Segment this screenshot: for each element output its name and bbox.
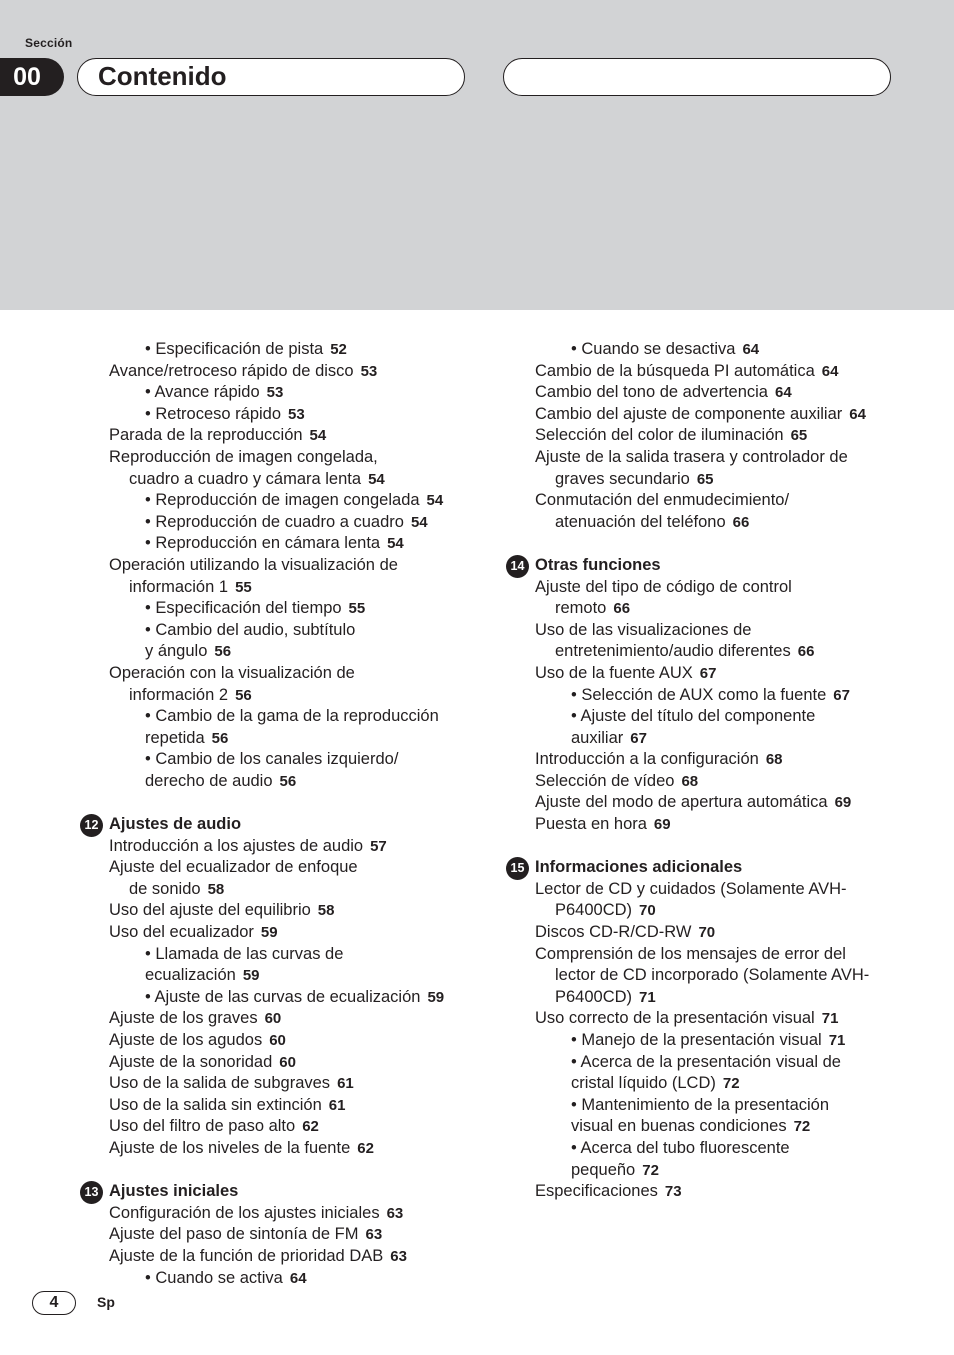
toc-entry-text: de sonido [129,879,201,898]
toc-entry-text: • Especificación de pista [145,340,324,358]
toc-entry[interactable] [506,900,926,922]
toc-entry[interactable] [80,1138,480,1160]
toc-entry-text: • Cambio de los canales izquierdo/ [145,750,399,769]
toc-entry-text: Parada de la reproducción [109,426,303,445]
toc-entry-text: lector de CD incorporado (Solamente AVH- [555,966,870,985]
section-number-badge: 15 [506,857,529,880]
toc-entry[interactable] [506,922,926,944]
toc-entry-text: Selección del color de iluminación [535,426,784,445]
toc-page-number: 60 [269,1032,286,1049]
toc-page-number: 71 [639,988,656,1006]
toc-entry[interactable] [80,663,480,685]
toc-entry-text: • Cuando se desactiva [571,340,736,358]
toc-entry-text: • Cambio de la gama de la reproducción [145,707,439,726]
toc-entry[interactable] [506,1181,926,1203]
toc-page-number: 57 [370,837,387,855]
toc-entry-text: Configuración de los ajustes iniciales [109,1203,380,1222]
toc-entry[interactable] [80,900,480,922]
toc-left-column [80,339,480,1289]
toc-entry-text: Ajuste de la sonoridad [109,1052,273,1071]
toc-entry-text: auxiliar [571,728,624,747]
toc-page-number: 59 [427,988,445,1006]
toc-entry-text: Uso del ajuste del equilibrio [109,901,311,920]
toc-page-number: 54 [309,427,327,445]
section-label: Sección [25,36,73,50]
toc-entry-text: cristal líquido (LCD) [571,1074,716,1093]
toc-entry-text: visual en buenas condiciones [571,1117,787,1136]
toc-entry-text: • Manejo de la presentación visual [571,1031,822,1049]
toc-entry-text: Ajuste de la salida trasera y controlador de [535,447,848,466]
section-number-badge: 12 [80,814,103,837]
toc-entry-text: • Especificación del tiempo [145,599,342,618]
toc-entry[interactable] [80,685,480,707]
toc-entry-text: Discos CD-R/CD-RW [535,923,692,942]
toc-entry-text: • Selección de AUX como la fuente [571,685,827,704]
toc-entry[interactable] [80,857,480,879]
toc-page-number: 71 [821,1010,839,1028]
toc-page-number: 53 [266,384,284,402]
spacer [506,533,926,555]
toc-entry[interactable] [506,404,926,426]
toc-entry-text: Ajuste de los graves [109,1009,258,1028]
toc-entry[interactable] [506,944,926,966]
toc-entry-text: Operación utilizando la visualización de [109,555,398,574]
toc-page-number: 64 [821,362,839,380]
toc-entry-text: Ajuste del ecualizador de enfoque [109,858,358,877]
toc-page-number: 63 [365,1226,383,1244]
toc-entry[interactable] [506,749,926,771]
toc-entry-text: Ajuste de los niveles de la fuente [109,1138,351,1157]
toc-entry-text: pequeño [571,1160,636,1179]
toc-page-number: 58 [207,880,225,898]
toc-page-number: 62 [357,1139,374,1157]
toc-entry[interactable] [506,663,926,685]
toc-entry[interactable] [506,447,926,469]
toc-entry-text: P6400CD) [555,987,633,1006]
toc-entry[interactable] [80,1224,480,1246]
toc-entry-text: graves secundario [555,469,690,488]
toc-entry-text: • Cambio del audio, subtítulo [145,620,356,639]
toc-entry[interactable] [506,425,926,447]
toc-entry-text: Avance/retroceso rápido de disco [109,361,354,380]
toc-entry-text: • Cuando se activa [145,1268,283,1287]
language-code: Sp [97,1294,115,1310]
toc-page-number: 64 [289,1269,307,1287]
toc-entry[interactable] [80,1008,480,1030]
toc-entry-text: Conmutación del enmudecimiento/ [535,491,790,510]
toc-entry-text: Cambio del tono de advertencia [535,383,768,402]
toc-entry[interactable] [80,361,480,383]
toc-entry[interactable] [506,469,926,491]
toc-entry[interactable] [80,533,480,555]
toc-entry[interactable] [80,577,480,599]
toc-entry-text: P6400CD) [555,901,633,920]
toc-page-number: 56 [235,686,252,704]
toc-page-number: 68 [765,751,783,769]
toc-page-number: 61 [328,1096,346,1114]
toc-entry-text: • Llamada de las curvas de [145,944,344,963]
toc-page-number: 69 [834,794,852,812]
toc-entry[interactable] [506,792,926,814]
toc-entry[interactable] [80,836,480,858]
toc-page-number: 54 [426,492,444,510]
toc-entry-text: Ajuste del paso de sintonía de FM [109,1225,359,1244]
toc-entry[interactable] [80,1095,480,1117]
toc-entry[interactable] [80,749,480,771]
toc-entry-text: entretenimiento/audio diferentes [555,642,791,661]
toc-entry[interactable] [80,1073,480,1095]
toc-page-number: 62 [302,1118,319,1136]
toc-page-number: 72 [722,1075,740,1093]
toc-entry-text: • Avance rápido [145,383,260,402]
toc-entry[interactable] [80,490,480,512]
toc-entry-text: • Mantenimiento de la presentación [571,1095,830,1114]
section-number-tab: 00 [0,58,64,96]
section-heading[interactable] [80,1181,480,1203]
toc-entry-text: Puesta en hora [535,815,647,834]
toc-entry[interactable] [506,1116,926,1138]
toc-page-number: 67 [630,729,647,747]
toc-entry-text: información 1 [129,577,229,596]
toc-entry-text: cuadro a cuadro y cámara lenta [129,469,362,488]
toc-entry[interactable] [506,339,926,361]
section-number-badge: 13 [80,1181,103,1204]
toc-entry[interactable] [506,814,926,836]
toc-entry[interactable] [80,512,480,534]
toc-entry[interactable] [506,512,926,534]
spacer [80,792,480,814]
toc-entry-text: Ajuste de los agudos [109,1031,263,1049]
toc-entry[interactable] [506,361,926,383]
toc-entry[interactable] [80,728,480,750]
toc-page-number: 67 [833,686,850,704]
toc-page-number: 64 [742,341,760,358]
toc-entry-text: Uso del filtro de paso alto [109,1117,296,1136]
toc-entry-text: Reproducción de imagen congelada, [109,447,378,466]
toc-entry-text: remoto [555,599,607,618]
toc-entry[interactable] [80,987,480,1009]
toc-entry[interactable] [80,944,480,966]
toc-entry[interactable] [506,1095,926,1117]
toc-page-number: 64 [849,405,866,423]
toc-page-number: 66 [613,600,631,618]
toc-entry-text: Cambio de la búsqueda PI automática [535,361,815,380]
toc-entry[interactable] [506,706,926,728]
toc-entry[interactable] [80,1052,480,1074]
toc-page-number: 56 [211,729,229,747]
toc-page-number: 70 [698,924,716,942]
section-heading-title: Otras funciones [535,555,661,574]
section-heading[interactable] [506,857,926,879]
toc-page-number: 54 [410,513,428,531]
toc-entry[interactable] [506,1030,926,1052]
toc-page-number: 65 [790,427,808,445]
toc-page-number: 60 [279,1053,296,1071]
toc-page-number: 63 [386,1204,404,1222]
toc-entry[interactable] [506,641,926,663]
header-band [0,0,954,310]
toc-entry-text: Uso de las visualizaciones de [535,620,752,639]
toc-entry[interactable] [80,620,480,642]
toc-entry-text: Selección de vídeo [535,771,675,790]
toc-page-number: 65 [696,470,714,488]
toc-entry-text: • Reproducción de imagen congelada [145,491,420,510]
toc-entry[interactable] [506,771,926,793]
toc-page-number: 60 [264,1010,282,1028]
toc-entry[interactable] [506,685,926,707]
toc-entry-text: Comprensión de los mensajes de error del [535,944,846,963]
section-heading-title: Ajustes iniciales [109,1182,239,1201]
toc-page-number: 53 [288,405,305,423]
section-heading-title: Informaciones adicionales [535,858,743,877]
toc-entry-text: • Reproducción de cuadro a cuadro [145,512,404,531]
toc-entry-text: • Ajuste del título del componente [571,707,816,726]
toc-page-number: 58 [317,902,335,920]
toc-entry[interactable] [80,1203,480,1225]
toc-page-number: 56 [214,643,232,661]
toc-page-number: 68 [681,772,699,790]
toc-entry-text: Uso de la salida sin extinción [109,1095,322,1114]
toc-entry-text: y ángulo [145,642,208,661]
toc-entry[interactable] [80,339,480,361]
section-number-badge: 14 [506,555,529,578]
toc-page-number: 66 [732,513,750,531]
toc-entry-text: Uso de la salida de subgraves [109,1074,331,1093]
toc-entry-text: Ajuste del tipo de código de control [535,577,792,596]
toc-entry-text: repetida [145,728,205,747]
toc-entry[interactable] [506,490,926,512]
toc-entry[interactable] [80,771,480,793]
toc-entry[interactable] [80,879,480,901]
toc-entry[interactable] [80,447,480,469]
title-box [77,58,465,96]
toc-entry[interactable] [80,382,480,404]
toc-entry[interactable] [506,1073,926,1095]
toc-page-number: 61 [337,1075,354,1093]
toc-entry-text: derecho de audio [145,771,273,790]
toc-page-number: 73 [664,1183,682,1201]
toc-entry[interactable] [80,469,480,491]
toc-entry[interactable] [506,1138,926,1160]
toc-entry-text: Ajuste del modo de apertura automática [535,793,828,812]
toc-entry-text: • Reproducción en cámara lenta [145,534,381,553]
toc-entry-text: Ajuste de la función de prioridad DAB [109,1246,384,1265]
toc-entry-text: • Retroceso rápido [145,404,282,423]
toc-entry[interactable] [80,1030,480,1052]
toc-entry[interactable] [506,577,926,599]
toc-page-number: 55 [235,578,252,596]
toc-page-number: 54 [368,470,385,488]
toc-entry-text: Lector de CD y cuidados (Solamente AVH- [535,879,847,898]
toc-entry[interactable] [506,965,926,987]
toc-page-number: 69 [653,816,671,834]
toc-entry[interactable] [80,641,480,663]
spacer [506,836,926,858]
toc-entry[interactable] [506,1160,926,1182]
spacer [80,1160,480,1182]
toc-entry[interactable] [506,620,926,642]
page-title: Contenido [98,61,227,91]
toc-entry-text: • Ajuste de las curvas de ecualización [145,987,421,1006]
toc-entry[interactable] [80,706,480,728]
toc-entry-text: ecualización [145,966,236,985]
toc-right-column [506,339,926,1203]
toc-page-number: 54 [387,535,404,553]
toc-entry[interactable] [506,598,926,620]
toc-entry[interactable] [80,1246,480,1268]
toc-page-number: 56 [279,772,297,790]
toc-page-number: 55 [348,600,366,618]
toc-page-number: 59 [242,967,260,985]
toc-entry-text: • Acerca del tubo fluorescente [571,1138,790,1157]
toc-entry-text: atenuación del teléfono [555,512,726,531]
toc-entry[interactable] [80,1268,480,1290]
toc-page-number: 70 [639,902,656,920]
toc-page-number: 52 [330,341,347,358]
toc-entry-text: Uso de la fuente AUX [535,663,693,682]
section-heading[interactable] [506,555,926,577]
toc-page-number: 71 [828,1032,846,1049]
toc-entry[interactable] [506,987,926,1009]
toc-page-number: 66 [797,643,815,661]
toc-entry-text: Introducción a los ajustes de audio [109,836,364,855]
toc-entry-text: Cambio del ajuste de componente auxiliar [535,404,843,423]
toc-entry-text: Operación con la visualización de [109,663,355,682]
toc-page-number: 59 [260,924,278,942]
section-heading-title: Ajustes de audio [109,815,242,834]
toc-entry-text: • Acerca de la presentación visual de [571,1052,841,1071]
toc-entry[interactable] [80,404,480,426]
toc-page-number: 72 [793,1118,811,1136]
section-heading[interactable] [80,814,480,836]
toc-entry[interactable] [506,382,926,404]
toc-entry-text: Introducción a la configuración [535,750,759,769]
toc-entry[interactable] [80,1116,480,1138]
toc-entry[interactable] [506,879,926,901]
toc-entry[interactable] [80,425,480,447]
toc-entry-text: Uso del ecualizador [109,923,254,942]
toc-entry[interactable] [80,922,480,944]
toc-page-number: 72 [642,1161,659,1179]
toc-entry[interactable] [506,1008,926,1030]
toc-page-number: 63 [390,1247,407,1265]
toc-entry[interactable] [506,1052,926,1074]
toc-entry-text: Uso correcto de la presentación visual [535,1009,815,1028]
page-number: 4 [32,1291,76,1315]
toc-entry[interactable] [80,598,480,620]
toc-entry[interactable] [80,555,480,577]
toc-entry[interactable] [80,965,480,987]
toc-page-number: 53 [360,362,378,380]
toc-entry[interactable] [506,728,926,750]
toc-entry-text: Especificaciones [535,1182,658,1201]
title-box-empty [503,58,891,96]
toc-page-number: 64 [774,384,792,402]
toc-page-number: 67 [699,664,717,682]
toc-entry-text: información 2 [129,685,229,704]
